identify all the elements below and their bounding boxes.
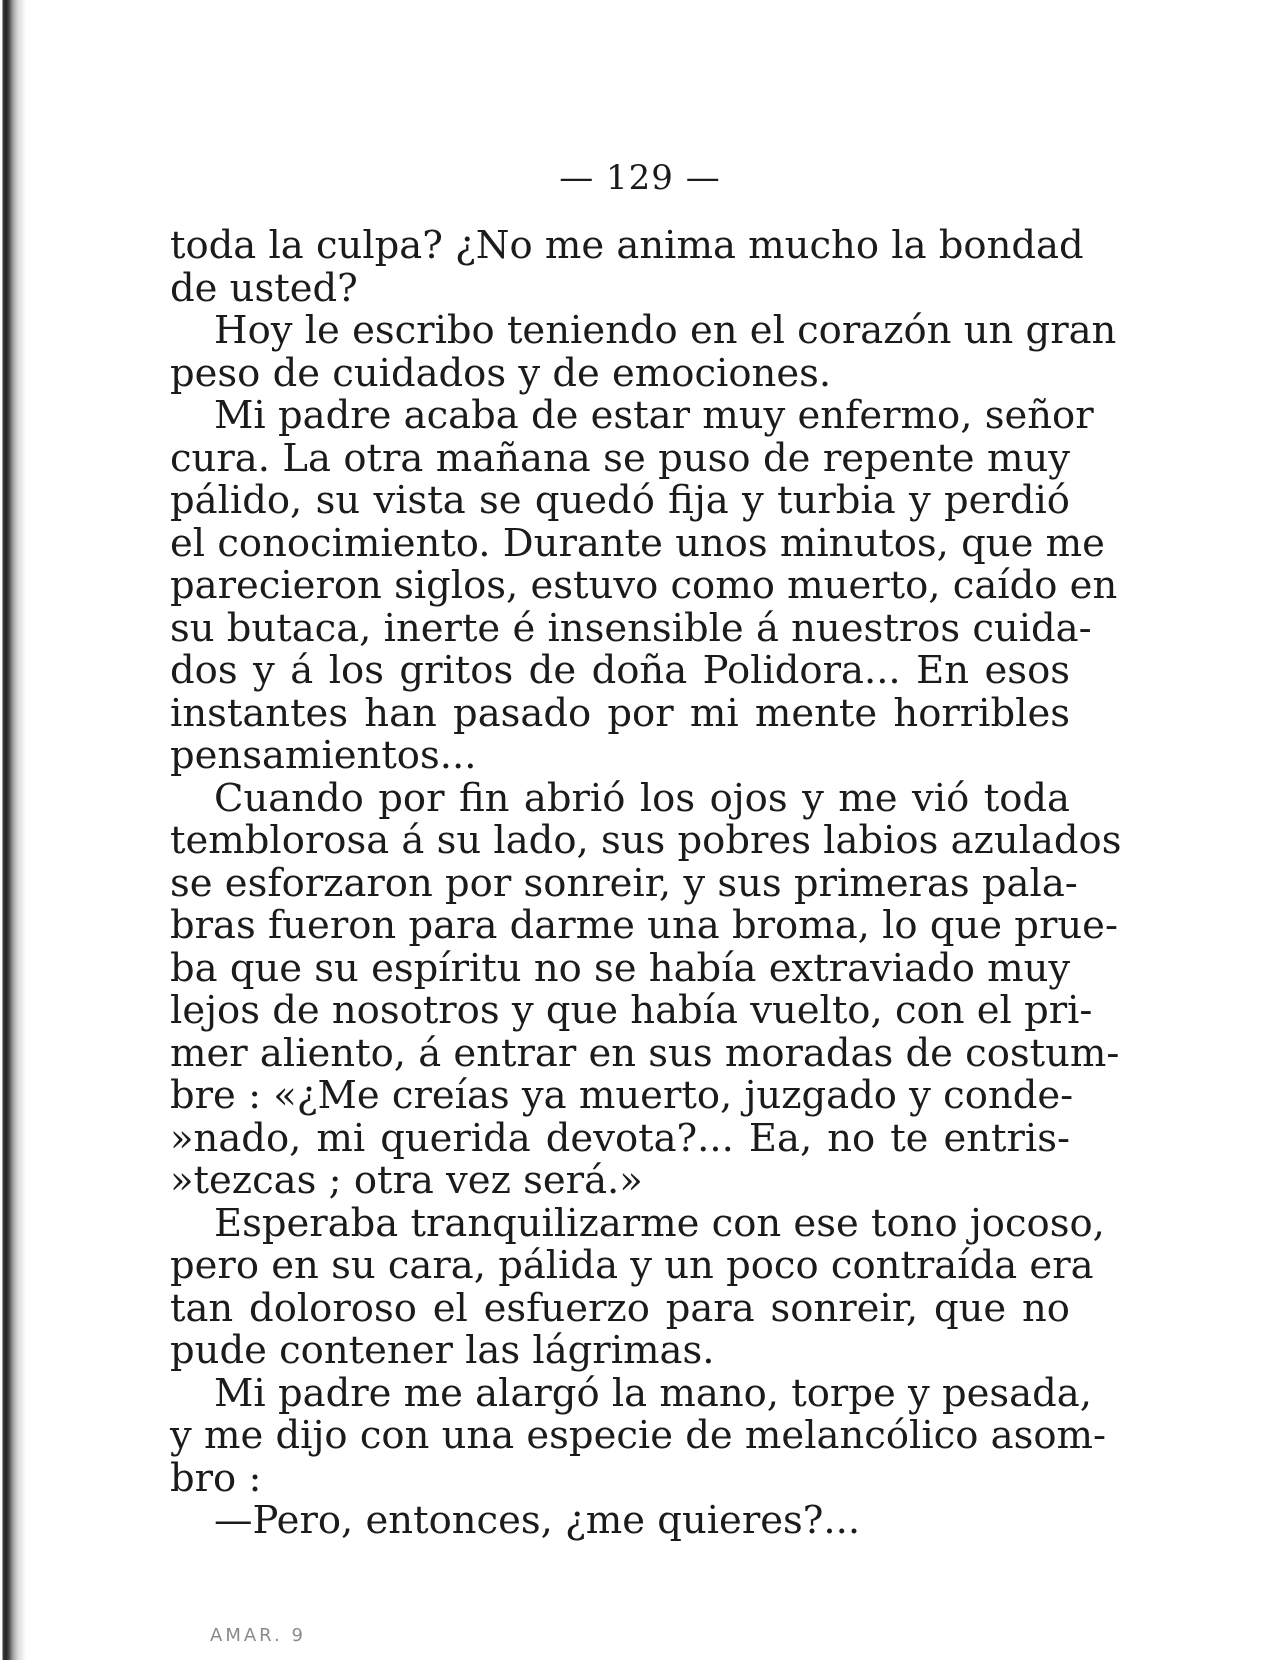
paragraph <box>170 393 1118 778</box>
paragraph <box>170 775 1122 1203</box>
printer-signature-mark: AMAR. 9 <box>210 1625 306 1646</box>
text-line: tan doloroso el esfuerzo para sonreir, que no <box>170 1285 1070 1331</box>
text-line: Hoy le escribo teniendo en el corazón un gran <box>214 308 1117 353</box>
text-line: parecieron siglos, estuvo como muerto, caído en <box>170 563 1118 608</box>
text-line: mer aliento, á entrar en sus moradas de costum- <box>170 1030 1120 1076</box>
page-number: — 129 — <box>559 158 721 198</box>
text-line: »tezcas ; otra vez será.» <box>170 1158 643 1203</box>
text-line: y me dijo con una especie de melancólico asom- <box>170 1413 1107 1458</box>
text-line: bro : <box>170 1455 262 1501</box>
paragraph <box>170 1200 1105 1373</box>
text-line: temblorosa á su lado, sus pobres labios azulados <box>170 818 1122 863</box>
text-line: bras fueron para darme una broma, lo que prue- <box>170 903 1118 948</box>
text-line: ba que su espíritu no se había extraviado muy <box>170 945 1071 991</box>
text-line: pude contener las lágrimas. <box>170 1328 715 1373</box>
text-line: lejos de nosotros y que había vuelto, con el pri- <box>170 988 1093 1033</box>
text-line: Mi padre acaba de estar muy enfermo, señor <box>214 393 1094 438</box>
text-line: Cuando por fin abrió los ojos y me vió toda <box>214 775 1070 821</box>
paragraph <box>170 308 1117 396</box>
text-line: toda la culpa? ¿No me anima mucho la bondad <box>170 223 1084 268</box>
paragraph <box>170 1370 1107 1501</box>
text-line: instantes han pasado por mi mente horribles <box>170 690 1070 736</box>
text-line: pálido, su vista se quedó fija y turbia y perdió <box>170 478 1070 523</box>
text-line: bre : «¿Me creías ya muerto, juzgado y conde- <box>170 1073 1074 1118</box>
text-line: —Pero, entonces, ¿me quieres?... <box>214 1498 861 1543</box>
text-line: se esforzaron por sonreir, y sus primeras pala- <box>170 860 1078 906</box>
text-line: Esperaba tranquilizarme con ese tono jocoso, <box>214 1200 1105 1246</box>
text-line: Mi padre me alargó la mano, torpe y pesada, <box>214 1370 1092 1416</box>
text-line: »nado, mi querida devota?... Ea, no te entris- <box>170 1115 1070 1161</box>
text-line: pensamientos... <box>170 733 477 778</box>
text-line: pero en su cara, pálida y un poco contraída era <box>170 1243 1094 1288</box>
text-line: dos y á los gritos de doña Polidora... En esos <box>170 648 1070 693</box>
text-line: su butaca, inerte é insensible á nuestros cuida- <box>170 605 1092 651</box>
body-text <box>170 223 1122 1543</box>
paragraph <box>170 223 1084 311</box>
text-line: cura. La otra mañana se puso de repente muy <box>170 435 1070 481</box>
text-line: el conocimiento. Durante unos minutos, que me <box>170 520 1105 566</box>
book-spine-edge <box>0 0 26 1660</box>
text-line: peso de cuidados y de emociones. <box>170 350 832 396</box>
paragraph <box>170 1500 1070 1543</box>
text-line: de usted? <box>170 265 358 311</box>
